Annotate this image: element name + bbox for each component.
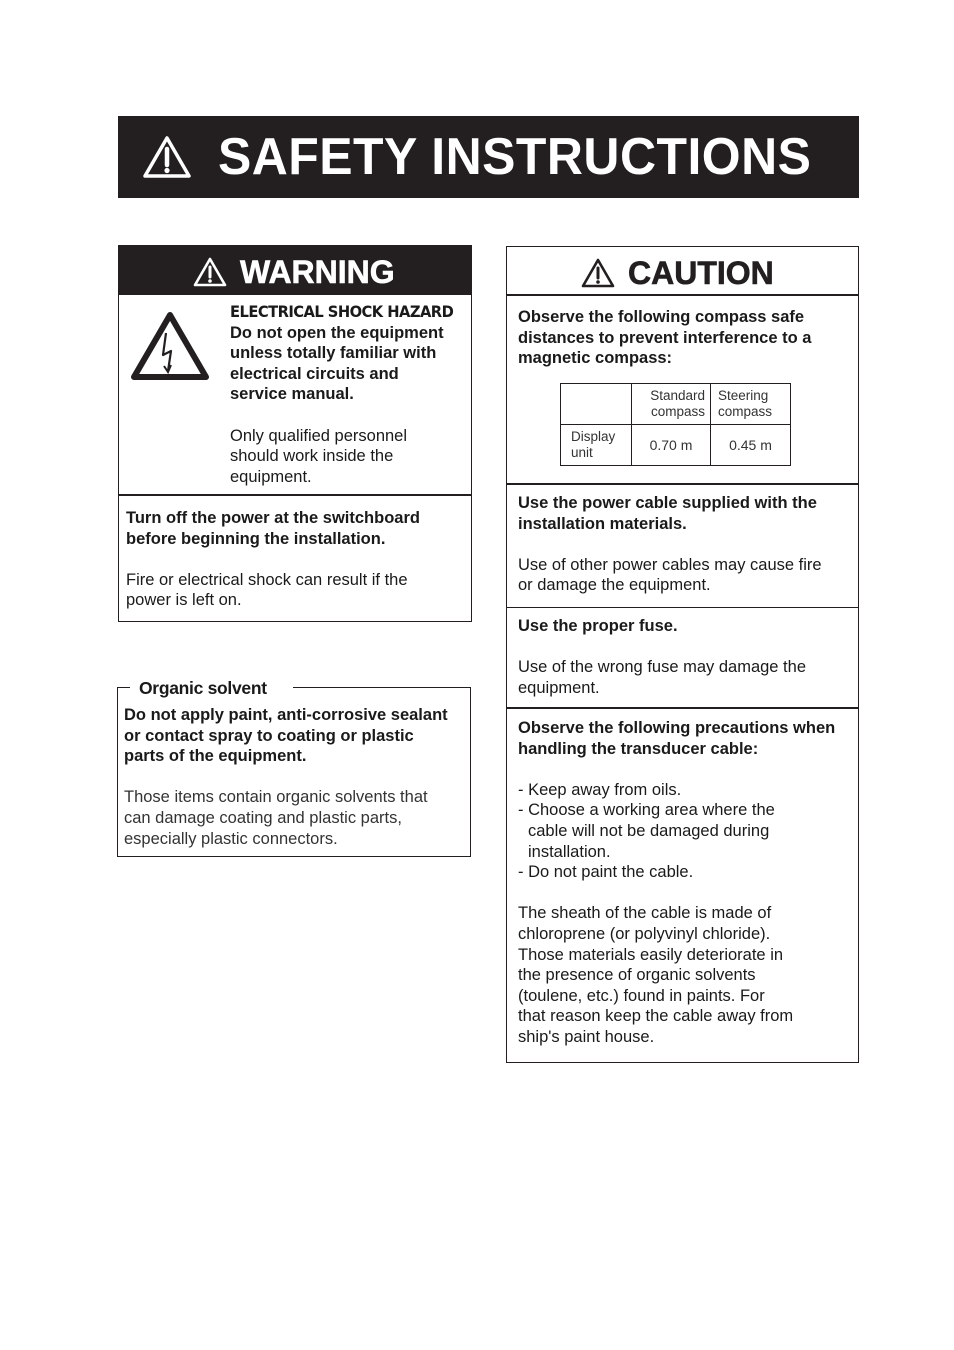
hazard-bold-line: unless totally familiar with bbox=[230, 344, 437, 363]
hazard-bold-line: service manual. bbox=[230, 385, 354, 404]
compass-bold-line: Observe the following compass safe bbox=[518, 308, 805, 326]
divider bbox=[507, 483, 858, 485]
divider bbox=[507, 607, 858, 608]
hazard-plain-line: should work inside the bbox=[230, 447, 394, 466]
transducer-plain-line: chloroprene (or polyvinyl chloride). bbox=[518, 924, 771, 943]
caution-header bbox=[507, 247, 858, 296]
power-off-plain-line: power is left on. bbox=[126, 591, 242, 610]
compass-bold-line: distances to prevent interference to a bbox=[518, 328, 812, 347]
frame-line bbox=[117, 687, 130, 688]
table-header-standard bbox=[632, 384, 711, 425]
list-item: - Keep away from oils. bbox=[518, 780, 682, 799]
list-item-continuation: cable will not be damaged during bbox=[528, 821, 770, 840]
compass-distance-text bbox=[518, 307, 856, 369]
power-cable-bold-line: Use the power cable supplied with the bbox=[518, 494, 817, 512]
transducer-bold-line: handling the transducer cable: bbox=[518, 739, 759, 758]
warning-header bbox=[119, 246, 471, 295]
compass-distance-table bbox=[560, 383, 791, 466]
steering-compass-value: 0.45 m bbox=[711, 425, 791, 466]
divider bbox=[119, 494, 471, 496]
hazard-plain-line: Only qualified personnel bbox=[230, 426, 408, 445]
power-cable-bold-line: installation materials. bbox=[518, 514, 687, 533]
shock-hazard-text bbox=[230, 302, 470, 487]
organic-solvent-panel bbox=[117, 678, 471, 857]
hazard-bold-line: electrical circuits and bbox=[230, 364, 399, 383]
power-cable-plain-line: or damage the equipment. bbox=[518, 576, 711, 595]
warning-triangle-icon bbox=[193, 257, 227, 287]
list-item-continuation: installation. bbox=[528, 842, 611, 861]
caution-panel bbox=[506, 246, 859, 1063]
table-header-steering bbox=[711, 384, 791, 425]
transducer-plain-line: Those materials easily deteriorate in bbox=[518, 945, 784, 964]
power-off-text bbox=[126, 508, 466, 611]
header-line: compass bbox=[718, 404, 773, 419]
hazard-title: ELECTRICAL SHOCK HAZARD bbox=[230, 302, 454, 321]
table-row bbox=[561, 425, 791, 466]
hazard-bold-line: Do not open the equipment bbox=[230, 323, 444, 342]
transducer-plain-line: (toulene, etc.) found in paints. For bbox=[518, 986, 765, 1005]
header-line: compass bbox=[650, 404, 705, 419]
power-cable-plain-line: Use of other power cables may cause fire bbox=[518, 555, 822, 574]
organic-plain-line: Those items contain organic solvents that bbox=[124, 788, 428, 807]
warning-label: WARNING bbox=[240, 254, 395, 290]
fuse-bold-line: Use the proper fuse. bbox=[518, 617, 678, 635]
power-off-bold-line: Turn off the power at the switchboard bbox=[126, 509, 420, 527]
warning-triangle-icon bbox=[142, 135, 192, 179]
fuse-plain-line: equipment. bbox=[518, 678, 600, 697]
table-cell bbox=[561, 384, 632, 425]
organic-solvent-text bbox=[124, 705, 469, 849]
hazard-plain-line: equipment. bbox=[230, 467, 312, 486]
transducer-cable-text bbox=[518, 718, 863, 1048]
transducer-plain-line: the presence of organic solvents bbox=[518, 966, 756, 985]
transducer-plain-line: that reason keep the cable away from bbox=[518, 1007, 794, 1026]
row-label-display-unit bbox=[561, 425, 632, 466]
list-item: - Do not paint the cable. bbox=[518, 863, 694, 882]
organic-bold-line: Do not apply paint, anti-corrosive sealant bbox=[124, 706, 448, 724]
safety-banner bbox=[118, 116, 859, 198]
frame-line bbox=[293, 687, 471, 688]
warning-panel bbox=[118, 245, 472, 622]
electrical-shock-icon bbox=[130, 311, 210, 381]
organic-solvent-title: Organic solvent bbox=[139, 678, 267, 698]
header-line: Steering bbox=[718, 388, 769, 403]
compass-bold-line: magnetic compass: bbox=[518, 349, 673, 368]
header-line: Standard bbox=[650, 388, 705, 403]
caution-triangle-icon bbox=[581, 258, 615, 288]
transducer-plain-line: The sheath of the cable is made of bbox=[518, 904, 772, 923]
page-title: SAFETY INSTRUCTIONS bbox=[218, 128, 812, 186]
organic-bold-line: parts of the equipment. bbox=[124, 747, 307, 766]
power-cable-text bbox=[518, 493, 856, 596]
caution-label: CAUTION bbox=[628, 255, 774, 291]
organic-plain-line: especially plastic connectors. bbox=[124, 829, 338, 848]
fuse-plain-line: Use of the wrong fuse may damage the bbox=[518, 658, 806, 677]
row-label-line: unit bbox=[571, 445, 593, 460]
power-off-bold-line: before beginning the installation. bbox=[126, 529, 386, 548]
row-label-line: Display bbox=[571, 429, 616, 444]
transducer-bold-line: Observe the following precautions when bbox=[518, 719, 836, 737]
table-row bbox=[561, 384, 791, 425]
fuse-text bbox=[518, 616, 856, 698]
standard-compass-value: 0.70 m bbox=[632, 425, 711, 466]
power-off-plain-line: Fire or electrical shock can result if the bbox=[126, 570, 408, 589]
transducer-bullet-list bbox=[518, 780, 863, 883]
divider bbox=[507, 707, 858, 709]
transducer-plain-line: ship's paint house. bbox=[518, 1027, 655, 1046]
list-item: - Choose a working area where the bbox=[518, 801, 775, 820]
organic-bold-line: or contact spray to coating or plastic bbox=[124, 726, 414, 745]
organic-plain-line: can damage coating and plastic parts, bbox=[124, 808, 402, 827]
